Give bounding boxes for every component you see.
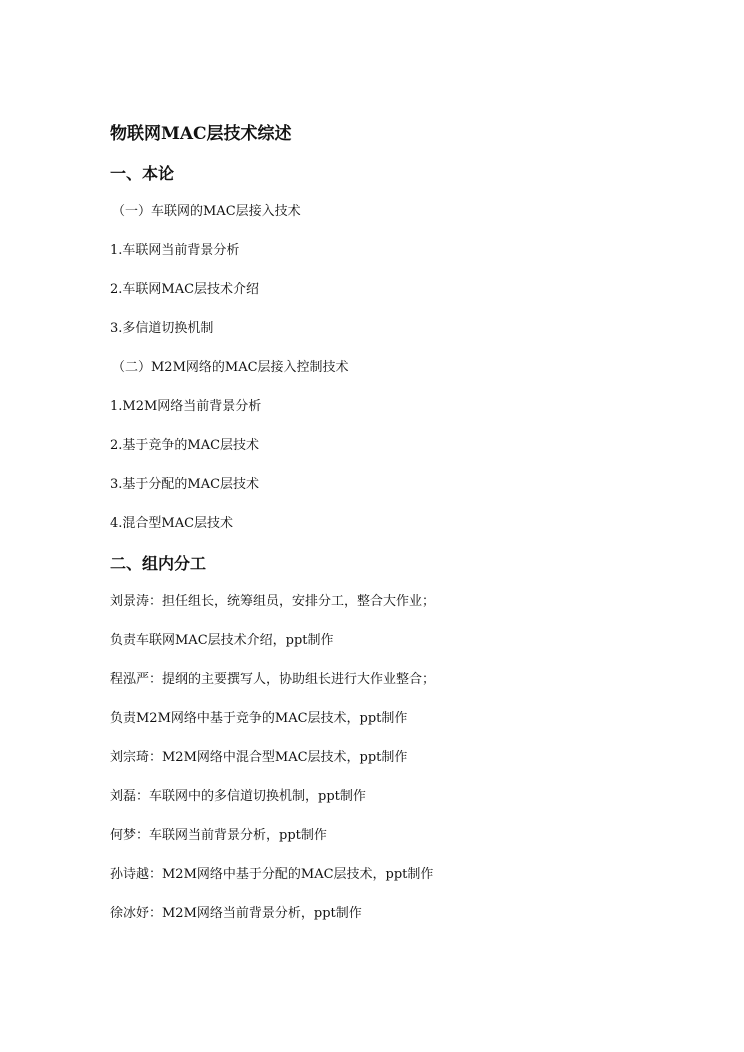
outline-item: 4.混合型MAC层技术 xyxy=(110,516,234,531)
division-line: 负责车联网MAC层技术介绍，ppt制作 xyxy=(110,633,334,648)
division-line: 负责M2M网络中基于竞争的MAC层技术，ppt制作 xyxy=(110,711,408,726)
outline-item: 3.多信道切换机制 xyxy=(110,321,214,336)
division-line: 刘景涛：担任组长，统筹组员，安排分工，整合大作业； xyxy=(110,594,436,609)
subsection-heading-2: （二）M2M网络的MAC层接入控制技术 xyxy=(112,360,349,375)
outline-item: 2.基于竞争的MAC层技术 xyxy=(110,438,260,453)
subsection-heading-1: （一）车联网的MAC层接入技术 xyxy=(112,204,301,219)
division-line: 徐冰妤：M2M网络当前背景分析，ppt制作 xyxy=(110,906,362,921)
division-line: 刘宗琦：M2M网络中混合型MAC层技术，ppt制作 xyxy=(110,750,408,765)
division-line: 程泓严：提纲的主要撰写人，协助组长进行大作业整合； xyxy=(110,672,436,687)
outline-item: 1.车联网当前背景分析 xyxy=(110,243,240,258)
division-line: 刘磊：车联网中的多信道切换机制，ppt制作 xyxy=(110,789,366,804)
outline-item: 1.M2M网络当前背景分析 xyxy=(110,399,262,414)
section-heading-2: 二、组内分工 xyxy=(110,554,207,573)
division-line: 何梦：车联网当前背景分析，ppt制作 xyxy=(110,828,327,843)
document-title: 物联网MAC层技术综述 xyxy=(110,124,292,144)
section-heading-1: 一、本论 xyxy=(110,164,175,183)
division-line: 孙诗越：M2M网络中基于分配的MAC层技术，ppt制作 xyxy=(110,867,434,882)
outline-item: 3.基于分配的MAC层技术 xyxy=(110,477,260,492)
outline-item: 2.车联网MAC层技术介绍 xyxy=(110,282,260,297)
